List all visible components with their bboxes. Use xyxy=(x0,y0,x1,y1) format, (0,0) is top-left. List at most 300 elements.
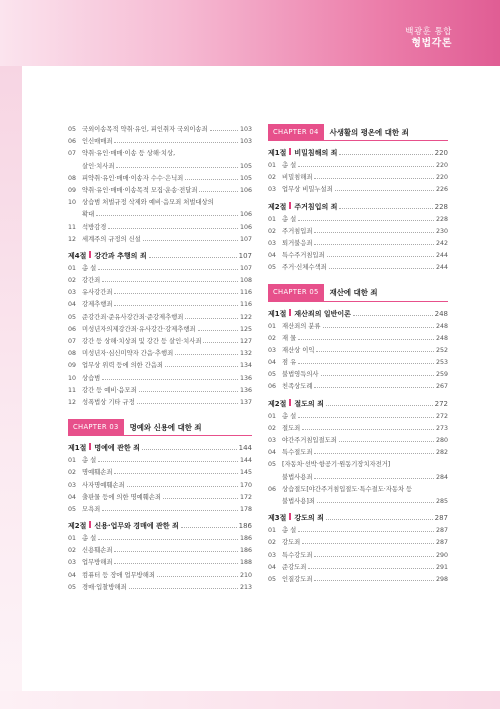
entry-page: 244 xyxy=(435,252,448,260)
entry-page: 107 xyxy=(239,264,252,272)
entry-page: 136 xyxy=(239,386,252,394)
entry-number: 06 xyxy=(268,383,277,391)
entry-number: 04 xyxy=(268,563,277,571)
entry-title: 인질강도죄 xyxy=(282,575,313,583)
entry-number: 01 xyxy=(68,535,77,543)
entry-number: 08 xyxy=(68,350,77,358)
leader-dots xyxy=(198,330,238,331)
section-divider xyxy=(289,148,291,155)
entry-title: 사자명예훼손죄 xyxy=(82,481,125,489)
entry-page: 228 xyxy=(435,215,448,223)
leader-dots xyxy=(163,498,238,499)
entry-number: 06 xyxy=(68,325,77,333)
entry-number: 02 xyxy=(68,547,77,555)
entry-title: 업무상 비밀누설죄 xyxy=(282,186,333,194)
toc-entry xyxy=(68,287,252,299)
entry-title: 퇴거불응죄 xyxy=(282,239,313,247)
entry-title: 유사강간죄 xyxy=(82,289,113,297)
entry-page: 172 xyxy=(239,493,252,501)
toc-block xyxy=(268,321,448,394)
entry-title: 주거·신체수색죄 xyxy=(282,264,327,272)
toc-entry xyxy=(68,136,252,148)
entry-title-continued: 살인·치사죄 xyxy=(82,162,115,170)
toc-entry xyxy=(68,299,252,311)
section-title: 절도의 죄 xyxy=(294,399,324,408)
entry-number: 02 xyxy=(68,277,77,285)
toc-section xyxy=(68,442,252,455)
section-page: 220 xyxy=(434,149,448,157)
entry-page: 267 xyxy=(435,383,448,391)
toc-entry xyxy=(68,504,252,516)
toc-entry xyxy=(68,397,252,409)
leader-dots xyxy=(329,268,434,269)
toc-entry xyxy=(68,467,252,479)
toc-entry xyxy=(268,537,448,549)
toc-entry xyxy=(68,557,252,569)
entry-page: 259 xyxy=(435,371,448,379)
toc-entry xyxy=(268,262,448,274)
toc-entry xyxy=(68,545,252,557)
entry-title: 총 설 xyxy=(82,535,97,543)
leader-dots xyxy=(96,215,238,216)
entry-page: 136 xyxy=(239,374,252,382)
entry-title-continued: 불법사용죄 xyxy=(282,473,313,481)
entry-page: 220 xyxy=(435,174,448,182)
leader-dots xyxy=(302,429,434,430)
toc-entry xyxy=(268,184,448,196)
entry-title: 강간 등 상해·치상죄 및 강간 등 살인·치사죄 xyxy=(82,338,202,345)
chapter-number: CHAPTER 04 xyxy=(268,124,324,141)
toc-entry xyxy=(268,226,448,238)
entry-number: 01 xyxy=(68,264,77,272)
entry-number: 04 xyxy=(68,301,77,309)
toc-entry xyxy=(68,124,252,136)
section-label: 제1절 xyxy=(268,149,287,157)
entry-title: 미성년자·심신미약자 간음·추행죄 xyxy=(82,350,174,358)
entry-number: 02 xyxy=(268,424,277,432)
section-label: 제2절 xyxy=(268,399,287,408)
toc-entry xyxy=(68,222,252,234)
section-title: 신용·업무와 경매에 관한 죄 xyxy=(94,522,179,531)
entry-page: 226 xyxy=(435,186,448,194)
section-label: 제4절 xyxy=(68,251,87,260)
toc-entry-continuation xyxy=(68,209,252,221)
entry-page: 145 xyxy=(239,469,252,477)
leader-dots xyxy=(137,403,238,404)
entry-number: 05 xyxy=(268,575,277,583)
leader-dots xyxy=(308,568,434,569)
entry-title: 특수강도죄 xyxy=(282,551,313,559)
entry-number: 05 xyxy=(268,461,277,469)
entry-page: 108 xyxy=(239,277,252,285)
toc-entry xyxy=(68,480,252,492)
toc-section xyxy=(268,201,448,214)
entry-page: 248 xyxy=(435,334,448,342)
toc-block xyxy=(68,455,252,516)
entry-title: 약취·유인·매매·이송 등 상해·치상, xyxy=(82,150,176,158)
toc-entry xyxy=(268,484,448,496)
entry-title: 절도죄 xyxy=(282,424,301,432)
entry-page: 105 xyxy=(239,174,252,182)
leader-dots xyxy=(327,256,434,257)
section-title: 비밀침해의 죄 xyxy=(294,149,338,157)
entry-number: 09 xyxy=(68,186,77,194)
toc-entry xyxy=(268,525,448,537)
toc-entry xyxy=(68,336,252,348)
leader-dots xyxy=(210,130,238,131)
entry-number: 08 xyxy=(68,174,77,182)
section-label: 제1절 xyxy=(68,444,87,453)
entry-number: 02 xyxy=(268,174,277,182)
leader-dots xyxy=(114,473,238,474)
entry-title: 비밀침해죄 xyxy=(282,174,313,182)
leader-dots xyxy=(321,375,434,376)
leader-dots xyxy=(298,363,434,364)
section-title: 명예에 관한 죄 xyxy=(94,444,140,453)
leader-dots xyxy=(314,244,434,245)
toc-entry xyxy=(68,455,252,467)
toc-entry xyxy=(268,369,448,381)
entry-number: 03 xyxy=(268,186,277,194)
entry-title: 석방감경 xyxy=(82,223,107,231)
entry-page: 253 xyxy=(435,359,448,367)
leader-dots xyxy=(339,441,434,442)
entry-page: 103 xyxy=(239,138,252,146)
entry-page: 220 xyxy=(435,162,448,169)
toc-entry xyxy=(68,360,252,372)
entry-title: 총 설 xyxy=(82,457,97,465)
entry-number: 04 xyxy=(68,571,77,579)
toc-entry xyxy=(68,263,252,275)
entry-page: 298 xyxy=(435,575,448,583)
entry-title: 총 설 xyxy=(282,162,297,169)
leader-dots xyxy=(114,551,238,552)
leader-dots xyxy=(143,240,238,241)
toc-left-column xyxy=(68,124,252,594)
entry-page: 103 xyxy=(239,126,252,133)
section-title: 강간과 추행의 죄 xyxy=(94,251,147,260)
section-label: 제2절 xyxy=(268,202,287,211)
toc-entry xyxy=(268,250,448,262)
leader-dots xyxy=(175,354,238,355)
entry-title: 성폭법상 기타 규정 xyxy=(82,398,135,406)
entry-number: 01 xyxy=(268,215,277,223)
entry-number: 09 xyxy=(68,362,77,370)
section-label: 제3절 xyxy=(268,514,287,523)
entry-page: 230 xyxy=(435,227,448,235)
entry-title: 미성년자의제강간죄·유사강간·강제추행죄 xyxy=(82,325,196,333)
leader-dots xyxy=(314,478,434,479)
leader-dots xyxy=(102,510,238,511)
toc-entry xyxy=(68,492,252,504)
entry-title: 총 설 xyxy=(282,412,297,420)
entry-number: 05 xyxy=(268,264,277,272)
entry-number: 03 xyxy=(68,289,77,297)
section-page: 144 xyxy=(238,444,252,453)
leader-dots xyxy=(314,178,434,179)
entry-page: 107 xyxy=(239,235,252,243)
section-divider xyxy=(89,521,91,528)
entry-title: 야간주거침입절도죄 xyxy=(282,437,337,444)
toc-entry-continuation xyxy=(268,496,448,508)
leader-dots xyxy=(298,339,434,340)
leader-dots xyxy=(353,315,433,316)
toc-right-column xyxy=(268,124,448,586)
entry-title: 출판물 등에 의한 명예훼손죄 xyxy=(82,493,161,501)
leader-dots xyxy=(335,190,434,191)
toc-entry xyxy=(268,321,448,333)
section-divider xyxy=(89,251,91,258)
entry-number: 03 xyxy=(268,437,277,444)
entry-page: 273 xyxy=(435,424,448,432)
section-title: 재산죄의 일반이론 xyxy=(294,309,351,318)
entry-page: 106 xyxy=(239,186,252,194)
toc-entry xyxy=(68,234,252,246)
entry-title: 국외이송목적 약취·유인, 피인취자 국외이송죄 xyxy=(82,126,208,133)
leader-dots xyxy=(326,405,433,406)
leader-dots xyxy=(185,318,238,319)
leader-dots xyxy=(142,449,237,450)
toc-entry xyxy=(268,333,448,345)
leader-dots xyxy=(98,269,238,270)
toc-entry xyxy=(68,324,252,336)
toc-entry xyxy=(268,172,448,184)
entry-number: 03 xyxy=(268,346,277,354)
entry-title: 강간죄 xyxy=(82,277,101,285)
entry-page: 285 xyxy=(435,497,448,505)
toc-entry xyxy=(68,570,252,582)
leader-dots xyxy=(298,166,434,167)
entry-number: 04 xyxy=(68,493,77,501)
entry-page: 252 xyxy=(435,346,448,354)
toc-entry xyxy=(68,348,252,360)
entry-page: 186 xyxy=(239,535,252,543)
entry-page: 272 xyxy=(435,412,448,420)
leader-dots xyxy=(181,527,237,528)
leader-dots xyxy=(149,257,237,258)
entry-page: 116 xyxy=(239,289,252,297)
entry-number: 10 xyxy=(68,199,77,207)
toc-entry xyxy=(268,423,448,435)
entry-number: 03 xyxy=(68,481,77,489)
entry-number: 05 xyxy=(68,126,77,133)
brand-subject: 형법각론 xyxy=(411,37,452,49)
toc-entry xyxy=(268,459,448,471)
entry-page: 116 xyxy=(239,301,252,309)
leader-dots xyxy=(314,556,434,557)
entry-title: 특수주거침입죄 xyxy=(282,252,325,260)
section-title: 주거침입의 죄 xyxy=(294,202,338,211)
entry-title: 재산상 이익 xyxy=(282,346,315,354)
toc-entry xyxy=(268,574,448,586)
toc-section xyxy=(268,512,448,525)
leader-dots xyxy=(114,142,238,143)
entry-page: 287 xyxy=(435,527,448,535)
entry-title: 상습범 xyxy=(82,374,101,382)
leader-dots xyxy=(199,191,238,192)
toc-entry xyxy=(68,582,252,594)
entry-page: 178 xyxy=(239,505,252,513)
leader-dots xyxy=(129,588,238,589)
section-divider xyxy=(289,202,291,209)
chapter-header xyxy=(268,124,448,141)
entry-title: 총 설 xyxy=(282,527,297,535)
leader-dots xyxy=(127,486,238,487)
entry-title: 총 설 xyxy=(82,264,97,272)
leader-dots xyxy=(185,179,238,180)
entry-number: 02 xyxy=(268,539,277,547)
toc-block xyxy=(268,160,448,197)
entry-page: 290 xyxy=(435,551,448,559)
section-divider xyxy=(289,513,291,520)
leader-dots xyxy=(314,580,434,581)
section-title: 강도의 죄 xyxy=(294,514,324,523)
entry-number: 05 xyxy=(68,583,77,591)
leader-dots xyxy=(298,417,434,418)
entry-number: 05 xyxy=(68,313,77,321)
entry-page: 106 xyxy=(239,211,252,219)
entry-title: 세계주의 규정의 신설 xyxy=(82,235,141,243)
entry-title: 강제추행죄 xyxy=(82,301,113,309)
entry-title: 명예훼손죄 xyxy=(82,469,113,477)
toc-entry xyxy=(268,562,448,574)
toc-section xyxy=(268,308,448,321)
book-brand xyxy=(405,28,452,49)
leader-dots xyxy=(317,502,434,503)
leader-dots xyxy=(102,281,238,282)
leader-dots xyxy=(323,327,434,328)
entry-number: 02 xyxy=(68,469,77,477)
chapter-title: 사생활의 평온에 대한 죄 xyxy=(329,127,409,137)
entry-title: 상습범 처벌규정 삭제와 예비·음모죄 처벌대상의 xyxy=(82,199,214,207)
entry-number: 06 xyxy=(68,138,77,146)
leader-dots xyxy=(139,391,238,392)
entry-number: 03 xyxy=(268,551,277,559)
entry-title: 약취·유인·매매·이송목적 모집·운송·전달죄 xyxy=(82,186,198,194)
leader-dots xyxy=(314,453,434,454)
entry-number: 01 xyxy=(268,527,277,535)
section-divider xyxy=(289,399,291,406)
entry-page: 291 xyxy=(435,563,448,571)
leader-dots xyxy=(316,351,434,352)
toc-entry-continuation xyxy=(68,161,252,173)
entry-number: 05 xyxy=(68,505,77,513)
entry-title: 총 설 xyxy=(282,215,297,223)
entry-title: 재 물 xyxy=(282,334,297,342)
leader-dots xyxy=(339,154,432,155)
toc-entry xyxy=(268,447,448,459)
leader-dots xyxy=(314,387,434,388)
toc-entry xyxy=(68,373,252,385)
entry-title: 준강간죄·준유사강간죄·준강제추행죄 xyxy=(82,313,184,321)
entry-page: 210 xyxy=(239,571,252,579)
header-banner xyxy=(0,0,500,66)
leader-dots xyxy=(302,543,434,544)
chapter-title: 재산에 대한 죄 xyxy=(329,288,378,297)
entry-title: 업무상 위력 등에 의한 간음죄 xyxy=(82,362,163,370)
entry-page: 127 xyxy=(239,338,252,345)
entry-number: 10 xyxy=(68,374,77,382)
toc-block xyxy=(268,525,448,586)
entry-title: 상습절도[야간주거침입절도·특수절도·자동차 등 xyxy=(282,485,413,493)
section-label: 제1절 xyxy=(268,309,287,318)
entry-page: 213 xyxy=(239,583,252,591)
entry-page: 280 xyxy=(435,437,448,444)
entry-number: 07 xyxy=(68,338,77,345)
entry-number: 12 xyxy=(68,398,77,406)
leader-dots xyxy=(298,531,434,532)
toc-section xyxy=(268,398,448,411)
toc-entry xyxy=(68,148,252,160)
bottom-decoration xyxy=(0,691,500,709)
entry-number: 06 xyxy=(268,485,277,493)
section-divider xyxy=(289,309,291,316)
toc-entry xyxy=(68,312,252,324)
leader-dots xyxy=(98,539,238,540)
entry-title: 강도죄 xyxy=(282,539,301,547)
entry-number: 05 xyxy=(268,371,277,379)
entry-number: 01 xyxy=(268,412,277,420)
toc-block xyxy=(68,533,252,594)
entry-title-continued: 확대 xyxy=(82,211,95,219)
entry-page: 186 xyxy=(239,547,252,555)
entry-page: 188 xyxy=(239,559,252,567)
entry-page: 125 xyxy=(239,325,252,333)
section-page: 248 xyxy=(434,309,448,318)
entry-number: 04 xyxy=(268,252,277,260)
toc-entry xyxy=(68,197,252,209)
entry-number: 02 xyxy=(268,227,277,235)
toc-entry xyxy=(268,238,448,250)
toc-block xyxy=(268,214,448,275)
brand-author: 백광훈 통합 xyxy=(405,27,452,37)
leader-dots xyxy=(326,519,433,520)
leader-dots xyxy=(203,342,238,343)
leader-dots xyxy=(157,576,238,577)
entry-title-continued: 불법사용]죄 xyxy=(282,497,315,505)
entry-title: 경매·입찰방해죄 xyxy=(82,583,127,591)
toc-block xyxy=(268,411,448,509)
toc-entry xyxy=(268,411,448,423)
toc-entry xyxy=(268,214,448,226)
entry-title: 컴퓨터 등 장애 업무방해죄 xyxy=(82,571,155,579)
toc-entry-continuation xyxy=(268,472,448,484)
entry-page: 137 xyxy=(239,398,252,406)
left-decoration xyxy=(0,66,22,709)
entry-page: 170 xyxy=(239,481,252,489)
leader-dots xyxy=(314,232,434,233)
entry-page: 287 xyxy=(435,539,448,547)
section-page: 228 xyxy=(434,202,448,211)
entry-number: 01 xyxy=(68,457,77,465)
section-page: 287 xyxy=(434,514,448,523)
entry-number: 01 xyxy=(268,322,277,330)
entry-page: 242 xyxy=(435,239,448,247)
toc-entry xyxy=(268,550,448,562)
entry-title: 친족상도례 xyxy=(282,383,313,391)
entry-number: 03 xyxy=(68,559,77,567)
entry-title: 점 유 xyxy=(282,359,297,367)
chapter-header xyxy=(268,285,448,302)
chapter-number: CHAPTER 05 xyxy=(268,284,324,301)
entry-number: 11 xyxy=(68,386,77,394)
toc-entry xyxy=(268,357,448,369)
entry-number: 04 xyxy=(268,449,277,457)
toc-section xyxy=(268,147,448,160)
leader-dots xyxy=(116,167,238,168)
entry-title: 준강도죄 xyxy=(282,563,307,571)
leader-dots xyxy=(114,293,238,294)
